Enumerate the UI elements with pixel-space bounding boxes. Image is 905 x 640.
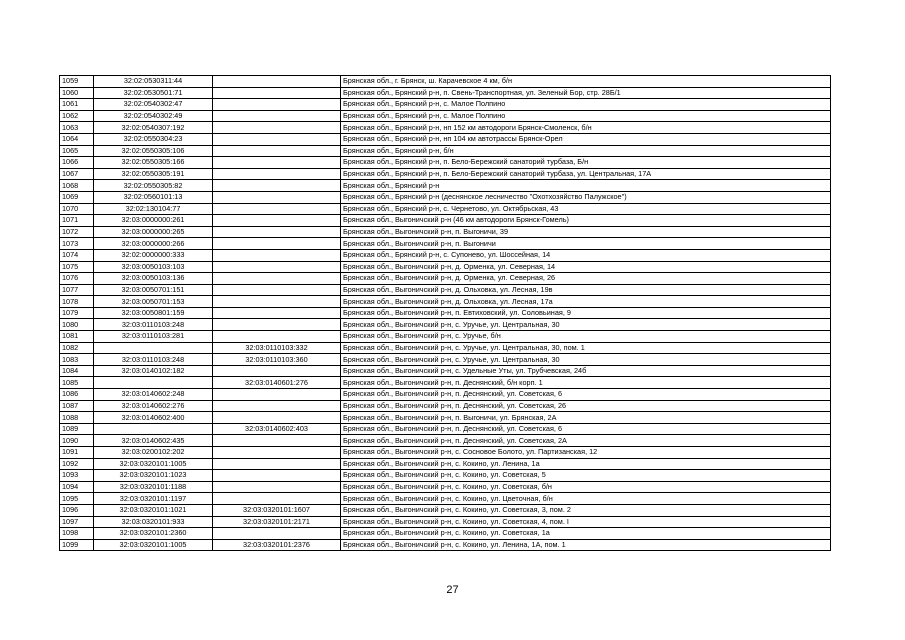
row-number: 1070 <box>60 203 94 215</box>
table-row <box>60 180 831 192</box>
cadastral-number: 32:02:0550305:191 <box>94 168 213 180</box>
address: Брянская обл., Брянский р-н, с. Чернетово, ул. Октябрьская, 43 <box>341 203 831 215</box>
address: Брянская обл., Брянский р-н <box>341 180 831 192</box>
table-row <box>60 412 831 424</box>
address: Брянская обл., Выгоничский р-н, с. Уручье, ул. Центральная, 30 <box>341 354 831 366</box>
cadastral-number: 32:03:0050801:159 <box>94 307 213 319</box>
cadastral-number: 32:02:0540302:47 <box>94 99 213 111</box>
new-cadastral-number <box>213 493 341 505</box>
row-number: 1067 <box>60 168 94 180</box>
table-row <box>60 470 831 482</box>
new-cadastral-number: 32:03:0320101:2376 <box>213 539 341 551</box>
cadastral-number: 32:03:0050103:103 <box>94 261 213 273</box>
cadastral-number: 32:02:0530311:44 <box>94 76 213 88</box>
address: Брянская обл., Выгоничский р-н, с. Кокино, ул. Советская, 4, пом. I <box>341 516 831 528</box>
table-row <box>60 296 831 308</box>
cadastral-number: 32:02:0550305:82 <box>94 180 213 192</box>
row-number: 1071 <box>60 215 94 227</box>
address: Брянская обл., Выгоничский р-н, с. Уручье, ул. Центральная, 30, пом. 1 <box>341 342 831 354</box>
row-number: 1075 <box>60 261 94 273</box>
new-cadastral-number <box>213 145 341 157</box>
table-row <box>60 342 831 354</box>
new-cadastral-number <box>213 215 341 227</box>
new-cadastral-number <box>213 133 341 145</box>
page-number: 27 <box>446 584 459 596</box>
address: Брянская обл., Выгоничский р-н, д. Орменка, ул. Северная, 26 <box>341 273 831 285</box>
cadastral-number: 32:03:0110103:281 <box>94 331 213 343</box>
table-row <box>60 447 831 459</box>
address: Брянская обл., Выгоничский р-н, с. Сосновое Болото, ул. Партизанская, 12 <box>341 447 831 459</box>
table-row <box>60 145 831 157</box>
row-number: 1083 <box>60 354 94 366</box>
table-row <box>60 389 831 401</box>
new-cadastral-number <box>213 319 341 331</box>
address: Брянская обл., Брянский р-н, б/н <box>341 145 831 157</box>
address: Брянская обл., Выгоничский р-н, с. Кокино, ул. Советская, 1а <box>341 528 831 540</box>
table-row <box>60 203 831 215</box>
address: Брянская обл., Выгоничский р-н, с. Кокино, ул. Советская, б/н <box>341 481 831 493</box>
new-cadastral-number: 32:03:0110103:360 <box>213 354 341 366</box>
row-number: 1088 <box>60 412 94 424</box>
address: Брянская обл., Выгоничский р-н, с. Уручье, б/н <box>341 331 831 343</box>
cadastral-number: 32:02:0550305:166 <box>94 157 213 169</box>
new-cadastral-number: 32:03:0320101:2171 <box>213 516 341 528</box>
cadastral-number: 32:02:130104:77 <box>94 203 213 215</box>
new-cadastral-number: 32:03:0140601:276 <box>213 377 341 389</box>
new-cadastral-number <box>213 238 341 250</box>
table-row <box>60 168 831 180</box>
cadastral-number: 32:03:0050701:151 <box>94 284 213 296</box>
table-row <box>60 354 831 366</box>
address: Брянская обл., Брянский р-н, п. Свень-Транспортная, ул. Зеленый Бор, стр. 28Б/1 <box>341 87 831 99</box>
row-number: 1098 <box>60 528 94 540</box>
cadastral-number: 32:03:0320101:1023 <box>94 470 213 482</box>
table-row <box>60 76 831 88</box>
table-row <box>60 504 831 516</box>
row-number: 1063 <box>60 122 94 134</box>
address: Брянская обл., Брянский р-н, п. Бело-Бережский санаторий турбаза, ул. Центральная, 17А <box>341 168 831 180</box>
cadastral-number: 32:03:0140602:276 <box>94 400 213 412</box>
row-number: 1093 <box>60 470 94 482</box>
table-row <box>60 319 831 331</box>
cadastral-number: 32:03:0000000:266 <box>94 238 213 250</box>
new-cadastral-number <box>213 458 341 470</box>
address: Брянская обл., Выгоничский р-н, п. Деснянский, ул. Советская, 26 <box>341 400 831 412</box>
new-cadastral-number <box>213 168 341 180</box>
table-row <box>60 261 831 273</box>
row-number: 1066 <box>60 157 94 169</box>
new-cadastral-number <box>213 435 341 447</box>
row-number: 1092 <box>60 458 94 470</box>
table-row <box>60 423 831 435</box>
new-cadastral-number <box>213 226 341 238</box>
address: Брянская обл., Выгоничский р-н, п. Деснянский, ул. Советская, 2А <box>341 435 831 447</box>
new-cadastral-number <box>213 110 341 122</box>
cadastral-number: 32:03:0110103:248 <box>94 354 213 366</box>
row-number: 1081 <box>60 331 94 343</box>
row-number: 1080 <box>60 319 94 331</box>
address: Брянская обл., Брянский р-н, с. Супонево, ул. Шоссейная, 14 <box>341 249 831 261</box>
address: Брянская обл., Выгоничский р-н, с. Удельные Уты, ул. Трубчевская, 24б <box>341 365 831 377</box>
new-cadastral-number <box>213 389 341 401</box>
table-row <box>60 99 831 111</box>
table-row <box>60 435 831 447</box>
row-number: 1091 <box>60 447 94 459</box>
new-cadastral-number <box>213 481 341 493</box>
table-row <box>60 307 831 319</box>
table-row <box>60 273 831 285</box>
address: Брянская обл., Брянский р-н, с. Малое Полпино <box>341 99 831 111</box>
cadastral-number: 32:03:0000000:265 <box>94 226 213 238</box>
new-cadastral-number <box>213 400 341 412</box>
table-row <box>60 87 831 99</box>
new-cadastral-number <box>213 296 341 308</box>
row-number: 1068 <box>60 180 94 192</box>
row-number: 1094 <box>60 481 94 493</box>
row-number: 1087 <box>60 400 94 412</box>
address: Брянская обл., Брянский р-н, нп 104 км автотрассы Брянск-Орел <box>341 133 831 145</box>
new-cadastral-number <box>213 528 341 540</box>
new-cadastral-number <box>213 180 341 192</box>
address: Брянская обл., Выгоничский р-н, д. Орменка, ул. Северная, 14 <box>341 261 831 273</box>
new-cadastral-number <box>213 447 341 459</box>
cadastral-number <box>94 423 213 435</box>
cadastral-number: 32:03:0140602:400 <box>94 412 213 424</box>
address: Брянская обл., Выгоничский р-н, п. Деснянский, ул. Советская, 6 <box>341 389 831 401</box>
row-number: 1097 <box>60 516 94 528</box>
row-number: 1073 <box>60 238 94 250</box>
table-row <box>60 539 831 551</box>
table-row <box>60 528 831 540</box>
row-number: 1060 <box>60 87 94 99</box>
cadastral-number: 32:03:0050701:153 <box>94 296 213 308</box>
address: Брянская обл., Выгоничский р-н, с. Кокино, ул. Ленина, 1А, пом. 1 <box>341 539 831 551</box>
address: Брянская обл., Выгоничский р-н, п. Выгоничи <box>341 238 831 250</box>
address: Брянская обл., Выгоничский р-н, д. Ольховка, ул. Лесная, 17а <box>341 296 831 308</box>
cadastral-number: 32:03:0110103:248 <box>94 319 213 331</box>
address: Брянская обл., Брянский р-н, нп 152 км автодороги Брянск-Смоленск, б/н <box>341 122 831 134</box>
address: Брянская обл., Выгоничский р-н, с. Уручье, ул. Центральная, 30 <box>341 319 831 331</box>
cadastral-number: 32:02:0530501:71 <box>94 87 213 99</box>
table-row <box>60 238 831 250</box>
row-number: 1099 <box>60 539 94 551</box>
row-number: 1089 <box>60 423 94 435</box>
address: Брянская обл., Выгоничский р-н, д. Ольховка, ул. Лесная, 19в <box>341 284 831 296</box>
table-row <box>60 365 831 377</box>
new-cadastral-number: 32:03:0320101:1607 <box>213 504 341 516</box>
cadastral-number: 32:03:0000000:261 <box>94 215 213 227</box>
row-number: 1086 <box>60 389 94 401</box>
table-body <box>60 76 831 551</box>
table-row <box>60 157 831 169</box>
table-row <box>60 249 831 261</box>
row-number: 1062 <box>60 110 94 122</box>
cadastral-number: 32:02:0550305:106 <box>94 145 213 157</box>
table-row <box>60 400 831 412</box>
row-number: 1084 <box>60 365 94 377</box>
table-row <box>60 191 831 203</box>
table-row <box>60 122 831 134</box>
new-cadastral-number <box>213 261 341 273</box>
address: Брянская обл., Выгоничский р-н, с. Кокино, ул. Ленина, 1а <box>341 458 831 470</box>
cadastral-number: 32:02:0000000:333 <box>94 249 213 261</box>
new-cadastral-number <box>213 87 341 99</box>
address: Брянская обл., Брянский р-н, с. Малое Полпино <box>341 110 831 122</box>
table-row <box>60 493 831 505</box>
cadastral-number: 32:03:0050103:136 <box>94 273 213 285</box>
cadastral-number <box>94 342 213 354</box>
new-cadastral-number <box>213 122 341 134</box>
table-row <box>60 226 831 238</box>
row-number: 1064 <box>60 133 94 145</box>
table-row <box>60 377 831 389</box>
new-cadastral-number: 32:03:0110103:332 <box>213 342 341 354</box>
table-row <box>60 215 831 227</box>
table-row <box>60 516 831 528</box>
new-cadastral-number <box>213 365 341 377</box>
cadastral-number: 32:03:0200102:202 <box>94 447 213 459</box>
table-row <box>60 133 831 145</box>
row-number: 1095 <box>60 493 94 505</box>
new-cadastral-number <box>213 470 341 482</box>
row-number: 1069 <box>60 191 94 203</box>
row-number: 1077 <box>60 284 94 296</box>
address: Брянская обл., Выгоничский р-н, с. Кокино, ул. Советская, 3, пом. 2 <box>341 504 831 516</box>
row-number: 1076 <box>60 273 94 285</box>
new-cadastral-number <box>213 307 341 319</box>
address: Брянская обл., Брянский р-н, п. Бело-Бережский санаторий турбаза, Б/н <box>341 157 831 169</box>
new-cadastral-number <box>213 412 341 424</box>
cadastral-number: 32:03:0320101:1005 <box>94 539 213 551</box>
new-cadastral-number <box>213 273 341 285</box>
cadastral-number: 32:03:0140602:248 <box>94 389 213 401</box>
row-number: 1082 <box>60 342 94 354</box>
new-cadastral-number: 32:03:0140602:403 <box>213 423 341 435</box>
row-number: 1061 <box>60 99 94 111</box>
new-cadastral-number <box>213 191 341 203</box>
address: Брянская обл., Выгоничский р-н, с. Кокино, ул. Цветочная, б/н <box>341 493 831 505</box>
address: Брянская обл., г. Брянск, ш. Карачевское 4 км, б/н <box>341 76 831 88</box>
row-number: 1059 <box>60 76 94 88</box>
row-number: 1072 <box>60 226 94 238</box>
cadastral-number: 32:03:0320101:1188 <box>94 481 213 493</box>
cadastral-number: 32:03:0140102:182 <box>94 365 213 377</box>
row-number: 1096 <box>60 504 94 516</box>
address: Брянская обл., Выгоничский р-н, п. Выгоничи, ул. Брянская, 2А <box>341 412 831 424</box>
table-row <box>60 458 831 470</box>
new-cadastral-number <box>213 249 341 261</box>
row-number: 1079 <box>60 307 94 319</box>
row-number: 1090 <box>60 435 94 447</box>
cadastral-table <box>59 75 831 551</box>
address: Брянская обл., Выгоничский р-н, п. Деснянский, б/н корп. 1 <box>341 377 831 389</box>
cadastral-number <box>94 377 213 389</box>
new-cadastral-number <box>213 203 341 215</box>
address: Брянская обл., Брянский р-н (деснянское лесничество "Охотхозяйство Палужское") <box>341 191 831 203</box>
table-row <box>60 284 831 296</box>
address: Брянская обл., Выгоничский р-н, с. Кокино, ул. Советская, 5 <box>341 470 831 482</box>
cadastral-number: 32:03:0320101:2360 <box>94 528 213 540</box>
cadastral-number: 32:03:0320101:1197 <box>94 493 213 505</box>
new-cadastral-number <box>213 76 341 88</box>
row-number: 1074 <box>60 249 94 261</box>
table-row <box>60 110 831 122</box>
table-row <box>60 331 831 343</box>
cadastral-number: 32:02:0540302:49 <box>94 110 213 122</box>
cadastral-number: 32:03:0320101:933 <box>94 516 213 528</box>
new-cadastral-number <box>213 157 341 169</box>
new-cadastral-number <box>213 284 341 296</box>
cadastral-number: 32:02:0550304:23 <box>94 133 213 145</box>
row-number: 1078 <box>60 296 94 308</box>
cadastral-number: 32:02:0560101:13 <box>94 191 213 203</box>
cadastral-number: 32:03:0320101:1021 <box>94 504 213 516</box>
cadastral-number: 32:02:0540307:192 <box>94 122 213 134</box>
cadastral-number: 32:03:0320101:1005 <box>94 458 213 470</box>
new-cadastral-number <box>213 99 341 111</box>
cadastral-number: 32:03:0140602:435 <box>94 435 213 447</box>
row-number: 1085 <box>60 377 94 389</box>
address: Брянская обл., Выгоничский р-н, п. Деснянский, ул. Советская, 6 <box>341 423 831 435</box>
address: Брянская обл., Выгоничский р-н, п. Евтиховский, ул. Соловьиная, 9 <box>341 307 831 319</box>
new-cadastral-number <box>213 331 341 343</box>
row-number: 1065 <box>60 145 94 157</box>
table-row <box>60 481 831 493</box>
address: Брянская обл., Выгоничский р-н (46 км автодороги Брянск-Гомель) <box>341 215 831 227</box>
address: Брянская обл., Выгоничский р-н, п. Выгоничи, 39 <box>341 226 831 238</box>
